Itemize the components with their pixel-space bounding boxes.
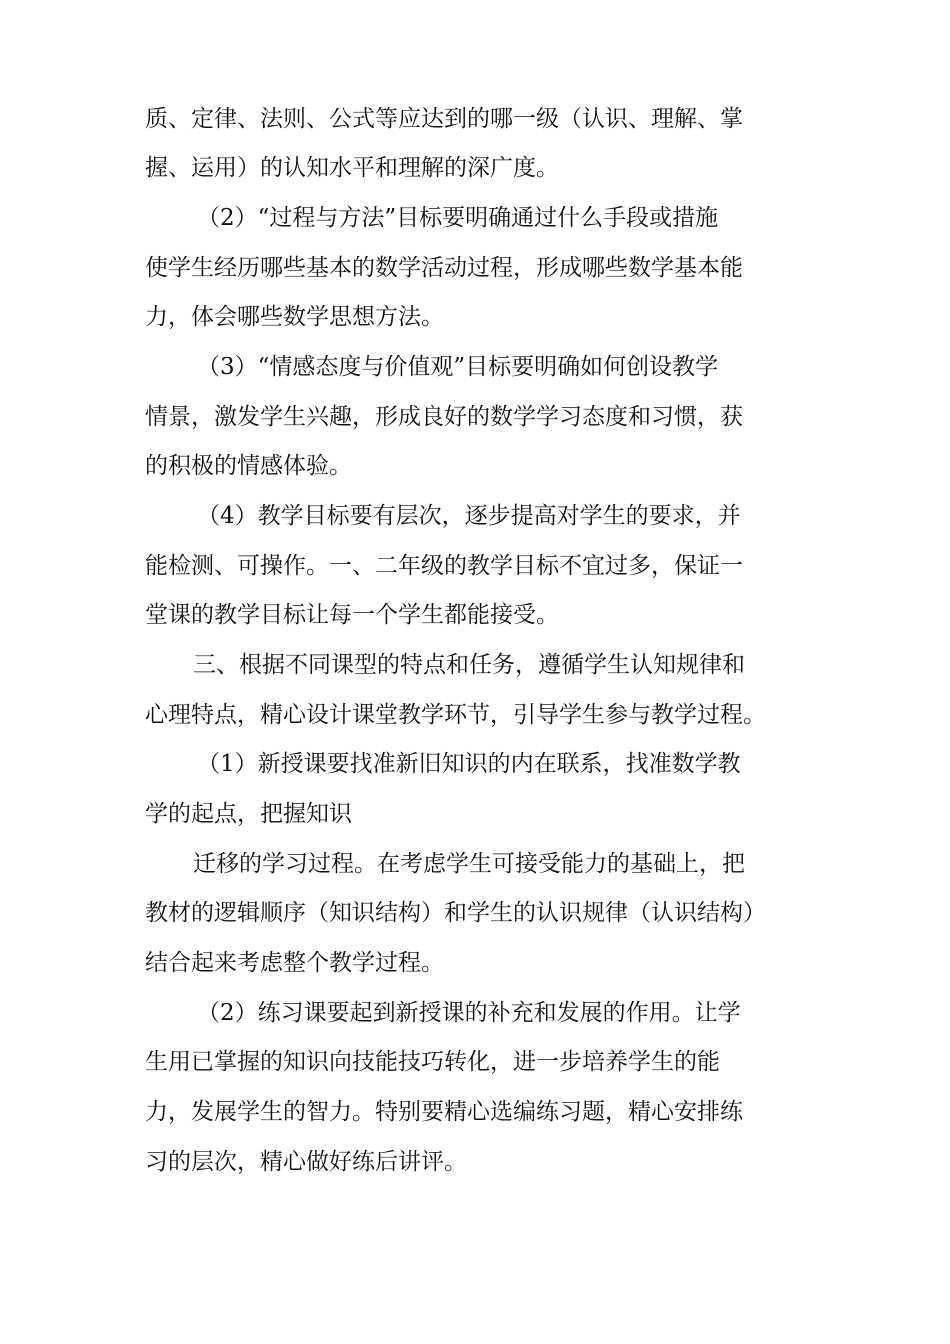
text-line: （1）新授课要找准新旧知识的内在联系，找准数学教 [197, 751, 741, 777]
text-line: （2）“过程与方法”目标要明确通过什么手段或措施 [197, 205, 719, 231]
text-line: 握、运用）的认知水平和理解的深广度。 [145, 155, 559, 181]
text-line: 习的层次，精心做好练后讲评。 [145, 1149, 467, 1175]
text-line: 生用已掌握的知识向技能技巧转化，进一步培养学生的能 [145, 1049, 720, 1075]
text-line: 迁移的学习过程。在考虑学生可接受能力的基础上，把 [193, 851, 745, 877]
text-line: 能检测、可操作。一、二年级的教学目标不宜过多，保证一 [145, 553, 743, 579]
text-line: 结合起来考虑整个教学过程。 [145, 950, 444, 976]
text-line: 质、定律、法则、公式等应达到的哪一级（认识、理解、掌 [145, 106, 743, 132]
text-line: （4）教学目标要有层次，逐步提高对学生的要求，并 [197, 503, 741, 529]
text-line: 情景，激发学生兴趣，形成良好的数学学习态度和习惯，获 [145, 404, 743, 430]
text-line: 教材的逻辑顺序（知识结构）和学生的认识规律（认识结构） [145, 900, 766, 926]
text-line: 心理特点，精心设计课堂教学环节，引导学生参与教学过程。 [145, 702, 766, 728]
text-line: 使学生经历哪些基本的数学活动过程，形成哪些数学基本能 [145, 255, 743, 281]
text-line: 学的起点，把握知识 [145, 801, 352, 827]
text-line: （2）练习课要起到新授课的补充和发展的作用。让学 [197, 1000, 741, 1026]
text-line: 力，发展学生的智力。特别要精心选编练习题，精心安排练 [145, 1099, 743, 1125]
text-line: 堂课的教学目标让每一个学生都能接受。 [145, 602, 559, 628]
text-line: 力，体会哪些数学思想方法。 [145, 304, 444, 330]
text-line: 三、根据不同课型的特点和任务，遵循学生认知规律和 [193, 652, 745, 678]
text-line: 的积极的情感体验。 [145, 453, 352, 479]
text-line: （3）“情感态度与价值观”目标要明确如何创设教学 [197, 354, 719, 380]
